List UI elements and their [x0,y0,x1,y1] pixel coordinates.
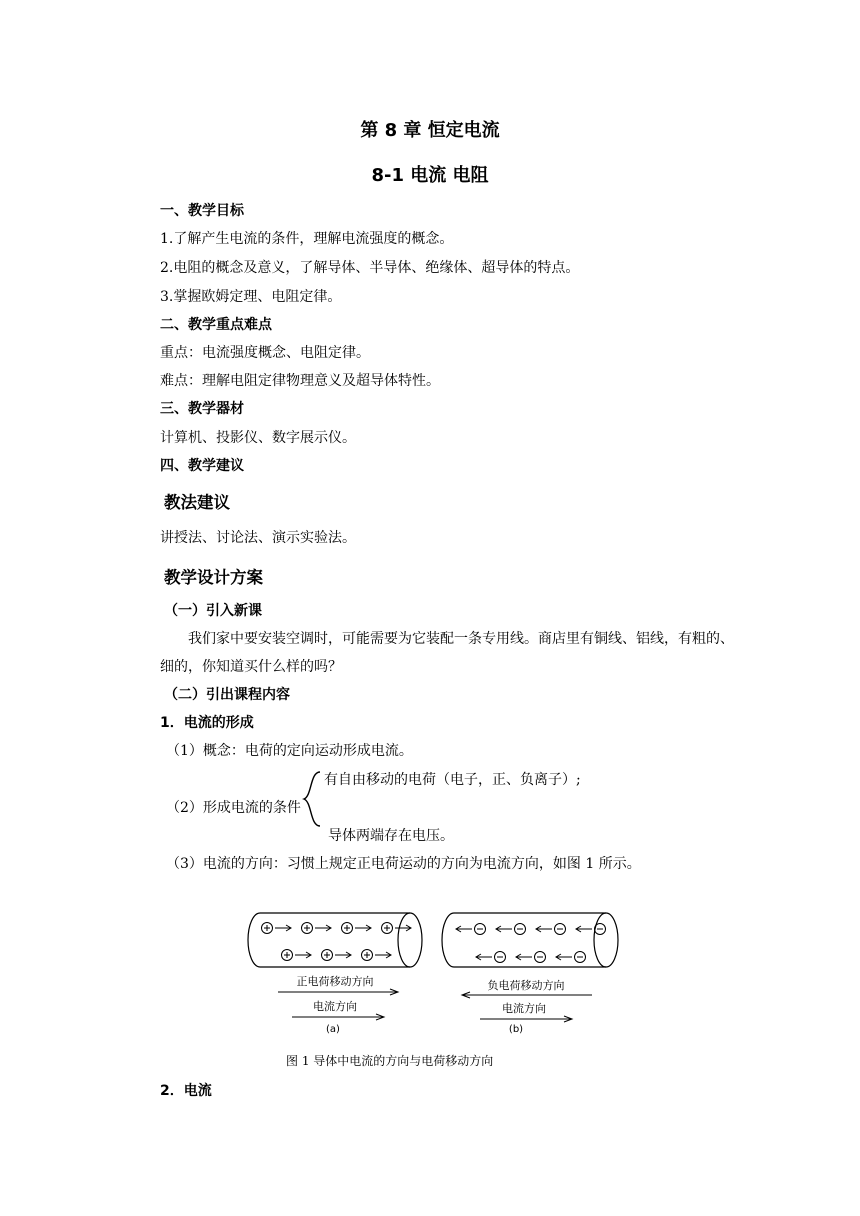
positive-charge-direction-label: 正电荷移动方向 [296,975,374,988]
heading-formation: 1．电流的形成 [160,715,254,731]
sub-label-a: (a) [326,1024,340,1035]
heading-design: 教学设计方案 [164,568,263,587]
goal-1: 1.了解产生电流的条件，理解电流强度的概念。 [160,231,454,247]
formation-direction: （3）电流的方向：习惯上规定正电荷运动的方向为电流方向，如图 1 所示。 [166,856,641,872]
conductor-a [248,913,422,967]
figure-1 [240,905,630,1045]
heading-intro: （一）引入新课 [164,603,262,619]
formation-condition-1: 有自由移动的电荷（电子，正、负离子）; [324,772,581,788]
formation-concept: （1）概念：电荷的定向运动形成电流。 [166,743,413,759]
heading-content: （二）引出课程内容 [164,687,290,703]
figure-caption: 图 1 导体中电流的方向与电荷移动方向 [286,1054,494,1068]
intro-text-line1: 我们家中要安装空调时，可能需要为它装配一条专用线。商店里有铜线、铝线，有粗的、 [188,631,734,647]
goal-2: 2.电阻的概念及意义，了解导体、半导体、绝缘体、超导体的特点。 [160,260,580,276]
conductor-b [442,913,618,967]
heading-suggestions: 四、教学建议 [160,458,244,474]
sub-label-b: (b) [508,1024,524,1035]
key-point-difficulty: 难点：理解电阻定律物理意义及超导体特性。 [160,373,440,389]
formation-condition-label: （2）形成电流的条件 [166,800,301,816]
heading-key-points: 二、教学重点难点 [160,317,272,333]
chapter-title: 第 8 章 恒定电流 [360,120,500,141]
heading-equipment: 三、教学器材 [160,401,244,417]
method-text: 讲授法、讨论法、演示实验法。 [160,530,356,546]
negative-charge-direction-label: 负电荷移动方向 [487,979,565,992]
goal-3: 3.掌握欧姆定理、电阻定律。 [160,289,342,305]
brace-icon [298,770,328,828]
current-direction-label-a: 电流方向 [313,1000,357,1013]
intro-text-line2: 细的，你知道买什么样的吗？ [160,659,342,675]
formation-condition-2: 导体两端存在电压。 [328,828,454,844]
equipment-text: 计算机、投影仪、数字展示仪。 [160,430,356,446]
heading-goals: 一、教学目标 [160,203,244,219]
key-point-focus: 重点：电流强度概念、电阻定律。 [160,345,370,361]
current-direction-label-b: 电流方向 [502,1002,546,1015]
heading-method: 教法建议 [164,493,230,512]
section-title: 8-1 电流 电阻 [371,165,489,186]
heading-current: 2．电流 [160,1083,212,1099]
